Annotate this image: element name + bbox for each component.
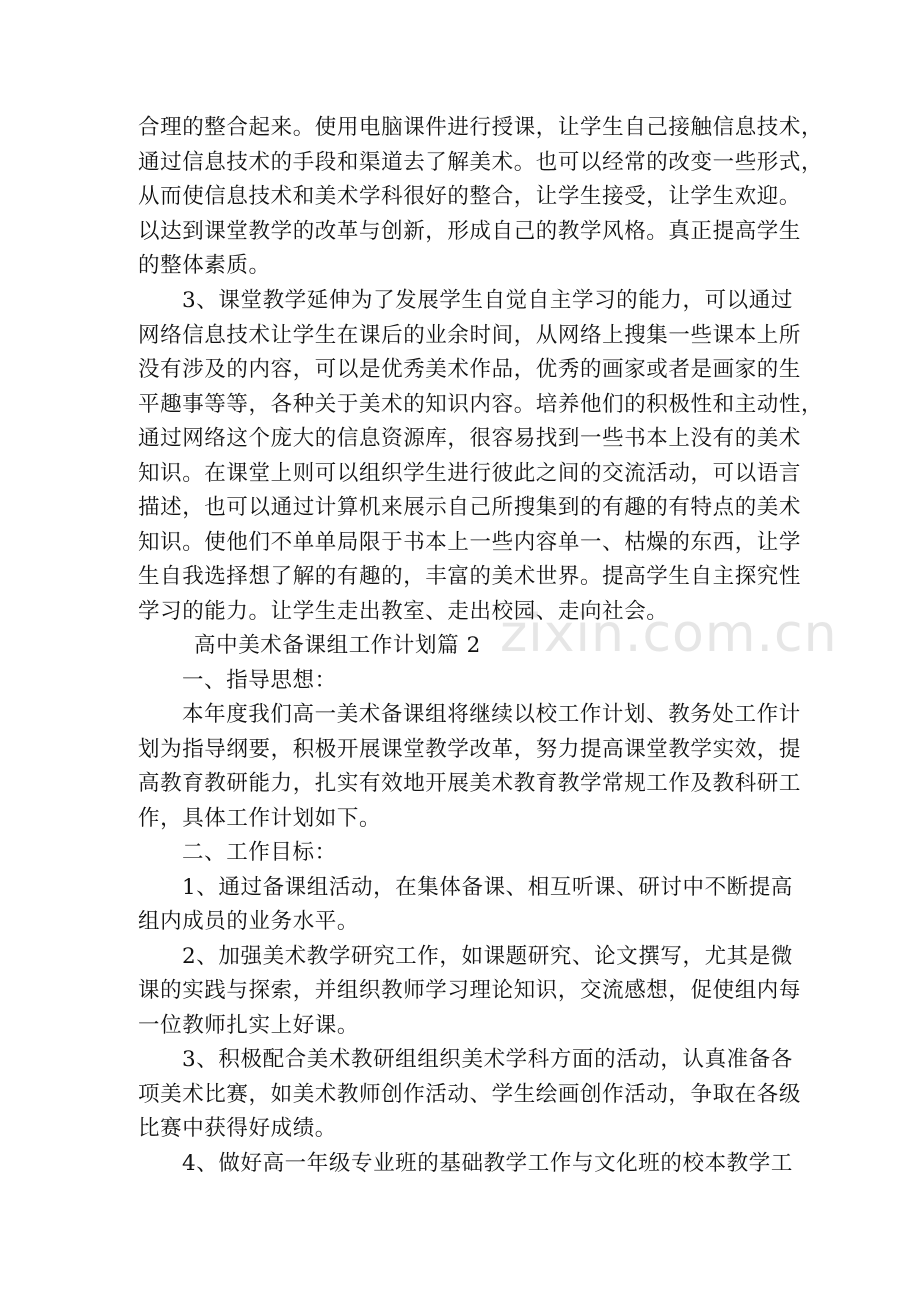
text-line: 一位教师扎实上好课。 (138, 1013, 360, 1038)
subheading-work-goals: 二、工作目标： (182, 840, 337, 865)
section-heading: 高中美术备课组工作计划篇 2 (194, 633, 481, 658)
text-line: 知识。使他们不单单局限于书本上一些内容单一、枯燥的东西，让学 (138, 530, 802, 555)
paragraph-start: 1、通过备课组活动，在集体备课、相互听课、研讨中不断提高 (182, 875, 793, 900)
text-line: 划为指导纲要，积极开展课堂教学改革，努力提高课堂教学实效，提 (138, 737, 802, 762)
text-line: 从而使信息技术和美术学科很好的整合，让学生接受，让学生欢迎。 (138, 184, 802, 209)
text-line: 课的实践与探索，并组织教师学习理论知识，交流感想，促使组内每 (138, 978, 802, 1003)
text-line: 比赛中获得好成绩。 (138, 1116, 337, 1141)
text-line: 项美术比赛，如美术教师创作活动、学生绘画创作活动，争取在各级 (138, 1082, 802, 1107)
text-line: 通过网络这个庞大的信息资源库，很容易找到一些书本上没有的美术 (138, 426, 802, 451)
text-line: 高教育教研能力，扎实有效地开展美术教育教学常规工作及教科研工 (138, 771, 802, 796)
text-line: 知识。在课堂上则可以组织学生进行彼此之间的交流活动，可以语言 (138, 461, 802, 486)
watermark: zixin.com.cn (500, 604, 838, 664)
text-line: 没有涉及的内容，可以是优秀美术作品，优秀的画家或者是画家的生 (138, 357, 802, 382)
paragraph-start: 4、做好高一年级专业班的基础教学工作与文化班的校本教学工 (182, 1151, 793, 1176)
text-line: 以达到课堂教学的改革与创新，形成自己的教学风格。真正提高学生 (138, 219, 802, 244)
paragraph-start: 本年度我们高一美术备课组将继续以校工作计划、教务处工作计 (182, 702, 801, 727)
paragraph-start: 2、加强美术教学研究工作，如课题研究、论文撰写，尤其是微 (182, 944, 793, 969)
text-line: 网络信息技术让学生在课后的业余时间，从网络上搜集一些课本上所 (138, 323, 802, 348)
subheading-guiding-thought: 一、指导思想： (182, 668, 337, 693)
text-line: 生自我选择想了解的有趣的，丰富的美术世界。提高学生自主探究性 (138, 564, 802, 589)
text-line: 通过信息技术的手段和渠道去了解美术。也可以经常的改变一些形式， (138, 150, 824, 175)
text-line: 学习的能力。让学生走出教室、走出校园、走向社会。 (138, 599, 669, 624)
paragraph-start: 3、课堂教学延伸为了发展学生自觉自主学习的能力，可以通过 (182, 288, 793, 313)
text-line: 平趣事等等，各种关于美术的知识内容。培养他们的积极性和主动性， (138, 392, 824, 417)
text-line: 描述，也可以通过计算机来展示自己所搜集到的有趣的有特点的美术 (138, 495, 802, 520)
paragraph-start: 3、积极配合美术教研组组织美术学科方面的活动，认真准备各 (182, 1047, 793, 1072)
text-line: 作，具体工作计划如下。 (138, 806, 382, 831)
text-line: 合理的整合起来。使用电脑课件进行授课，让学生自己接触信息技术， (138, 115, 824, 140)
text-line: 组内成员的业务水平。 (138, 909, 360, 934)
text-line: 的整体素质。 (138, 253, 271, 278)
